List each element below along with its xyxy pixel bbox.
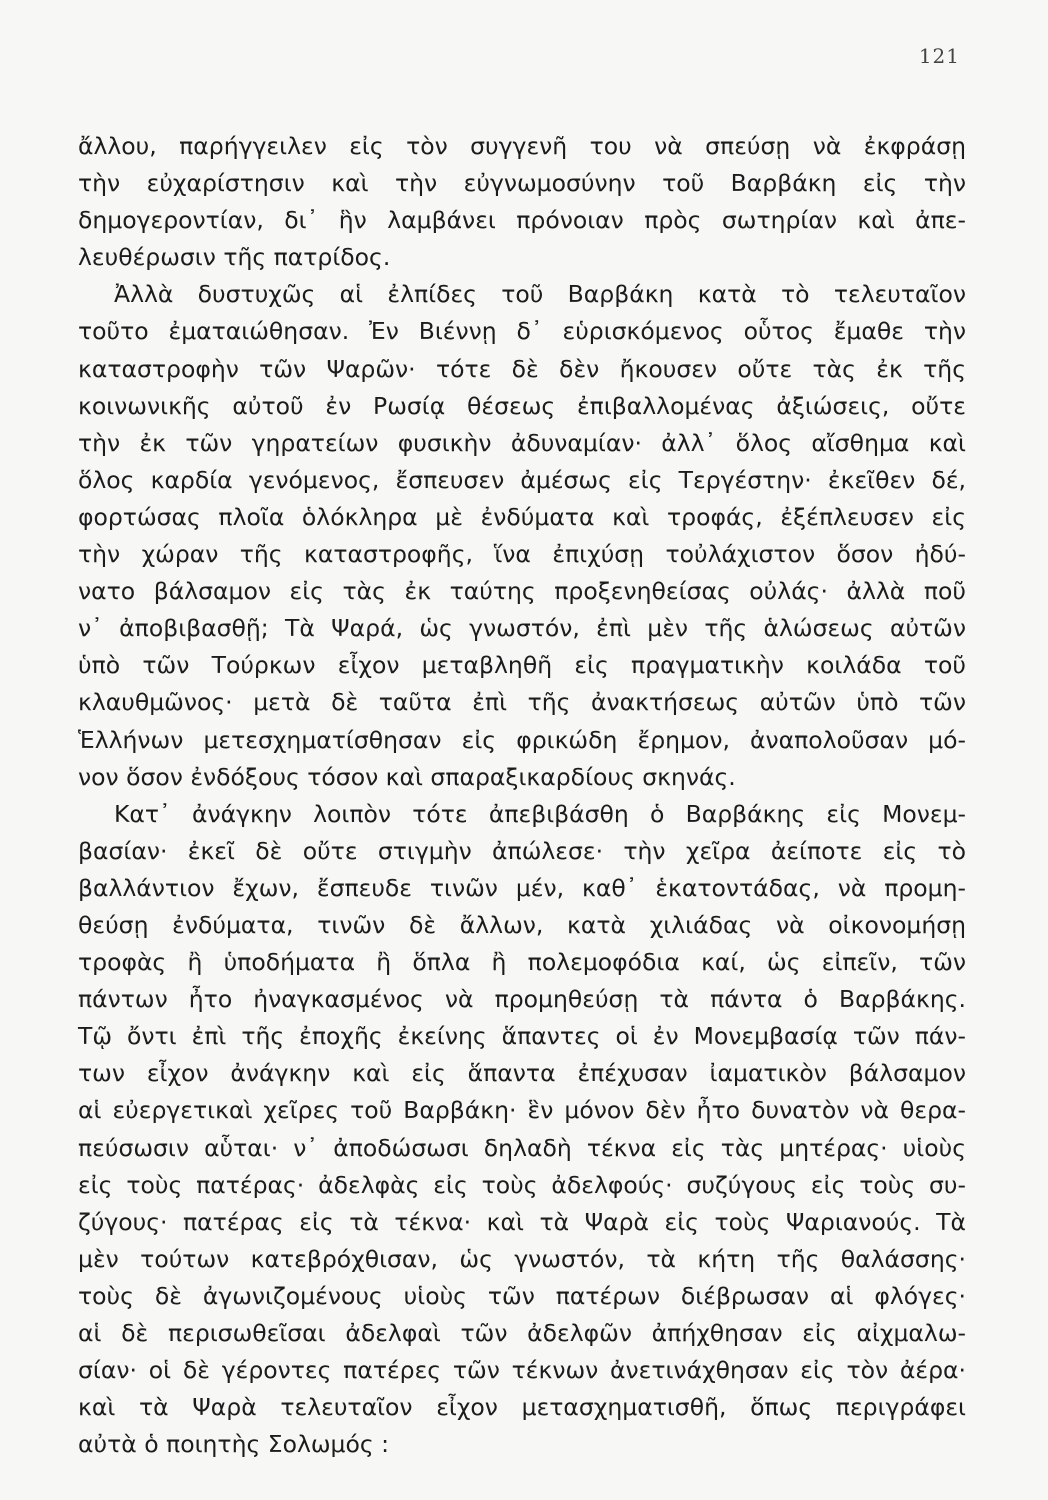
text-line: τροφὰς ἢ ὑποδήματα ἢ ὅπλα ἢ πολεμοφόδια καί, ὡς εἰπεῖν, τῶν [78,948,966,977]
text-line: φορτώσας πλοῖα ὁλόκληρα μὲ ἐνδύματα καὶ τροφάς, ἐξέπλευσεν εἰς [78,502,966,531]
text-line: Ἑλλήνων μετεσχηματίσθησαν εἰς φρικώδη ἔρημον, ἀναπολοῦσαν μό- [78,725,966,754]
text-line: τὴν ἐκ τῶν γηρατείων φυσικὴν ἀδυναμίαν· ἀλλ᾽ ὅλος αἴσθημα καὶ [78,428,966,457]
page-number: 121 [918,44,960,68]
text-line: ἄλλου, παρήγγειλεν εἰς τὸν συγγενῆ του νὰ σπεύσῃ νὰ ἐκφράσῃ [78,132,966,160]
text-line: βασίαν· ἐκεῖ δὲ οὔτε στιγμὴν ἀπώλεσε· τὴν χεῖρα ἀείποτε εἰς τὸ [78,836,966,865]
text-line: ὅλος καρδία γενόμενος, ἔσπευσεν ἀμέσως εἰς Τεργέστην· ἐκεῖθεν δέ, [78,465,966,494]
text-line: σίαν· οἱ δὲ γέροντες πατέρες τῶν τέκνων ἀνετινάχθησαν εἰς τὸν ἀέρα· [78,1356,966,1385]
text-line: καταστροφὴν τῶν Ψαρῶν· τότε δὲ δὲν ἤκουσεν οὔτε τὰς ἐκ τῆς [78,354,966,383]
text-line: των εἶχον ἀνάγκην καὶ εἰς ἅπαντα ἐπέχυσαν ἰαματικὸν βάλσαμον [78,1059,966,1088]
text-line: τὴν χώραν τῆς καταστροφῆς, ἵνα ἐπιχύσῃ τοὐλάχιστον ὅσον ἠδύ- [78,540,966,569]
text-line: τοὺς δὲ ἀγωνιζομένους υἱοὺς τῶν πατέρων διέβρωσαν αἱ φλόγες· [78,1281,966,1310]
text-line: κοινωνικῆς αὐτοῦ ἐν Ρωσίᾳ θέσεως ἐπιβαλλομένας ἀξιώσεις, οὔτε [78,391,966,420]
text-line: νον ὅσον ἐνδόξους τόσον καὶ σπαραξικαρδίους σκηνάς. [78,762,736,791]
text-line: τὴν εὐχαρίστησιν καὶ τὴν εὐγνωμοσύνην τοῦ Βαρβάκη εἰς τὴν [78,169,966,198]
text-line: πάντων ἦτο ἠναγκασμένος νὰ προμηθεύσῃ τὰ πάντα ὁ Βαρβάκης. [78,985,966,1014]
text-line: ν᾽ ἀποβιβασθῇ; Τὰ Ψαρά, ὡς γνωστόν, ἐπὶ μὲν τῆς ἁλώσεως αὐτῶν [78,614,966,643]
text-line: μὲν τούτων κατεβρόχθισαν, ὡς γνωστόν, τὰ κήτη τῆς θαλάσσης· [78,1244,966,1273]
body-text [78,128,966,1463]
text-line: αἱ δὲ περισωθεῖσαι ἀδελφαὶ τῶν ἀδελφῶν ἀπήχθησαν εἰς αἰχμαλω- [78,1319,966,1347]
text-line: τοῦτο ἐματαιώθησαν. Ἐν Βιέννῃ δ᾽ εὑρισκόμενος οὗτος ἔμαθε τὴν [78,317,966,346]
text-line: Κατ᾽ ἀνάγκην λοιπὸν τότε ἀπεβιβάσθη ὁ Βαρβάκης εἰς Μονεμ- [114,799,966,828]
text-line: εἰς τοὺς πατέρας· ἀδελφὰς εἰς τοὺς ἀδελφούς· συζύγους εἰς τοὺς συ- [78,1170,966,1199]
text-line: νατο βάλσαμον εἰς τὰς ἐκ ταύτης προξενηθείσας οὐλάς· ἀλλὰ ποῦ [78,577,966,606]
text-line: καὶ τὰ Ψαρὰ τελευταῖον εἶχον μετασχηματισθῆ, ὅπως περιγράφει [78,1393,966,1422]
text-line: πεύσωσιν αὗται· ν᾽ ἀποδώσωσι δηλαδὴ τέκνα εἰς τὰς μητέρας· υἱοὺς [78,1133,966,1162]
text-line: αὐτὰ ὁ ποιητὴς Σολωμός : [78,1430,390,1459]
text-line: βαλλάντιον ἔχων, ἔσπευδε τινῶν μέν, καθ᾽ ἑκατοντάδας, νὰ προμη- [78,873,966,902]
text-line: κλαυθμῶνος· μετὰ δὲ ταῦτα ἐπὶ τῆς ἀνακτήσεως αὐτῶν ὑπὸ τῶν [78,688,966,717]
text-line: Ἀλλὰ δυστυχῶς αἱ ἐλπίδες τοῦ Βαρβάκη κατὰ τὸ τελευταῖον [114,280,966,309]
text-line: θεύσῃ ἐνδύματα, τινῶν δὲ ἄλλων, κατὰ χιλιάδας νὰ οἰκονομήσῃ [78,910,966,939]
text-line: ζύγους· πατέρας εἰς τὰ τέκνα· καὶ τὰ Ψαρὰ εἰς τοὺς Ψαριανούς. Τὰ [78,1207,966,1236]
text-line: αἱ εὐεργετικαὶ χεῖρες τοῦ Βαρβάκη· ἓν μόνον δὲν ἦτο δυνατὸν νὰ θερα- [78,1096,966,1125]
text-line: λευθέρωσιν τῆς πατρίδος. [78,243,391,272]
text-line: ὑπὸ τῶν Τούρκων εἶχον μεταβληθῆ εἰς πραγματικὴν κοιλάδα τοῦ [78,651,966,680]
text-line: δημογεροντίαν, δι᾽ ἣν λαμβάνει πρόνοιαν πρὸς σωτηρίαν καὶ ἀπε- [78,206,966,235]
text-line: Τῷ ὄντι ἐπὶ τῆς ἐποχῆς ἐκείνης ἅπαντες οἱ ἐν Μονεμβασίᾳ τῶν πάν- [78,1022,966,1051]
